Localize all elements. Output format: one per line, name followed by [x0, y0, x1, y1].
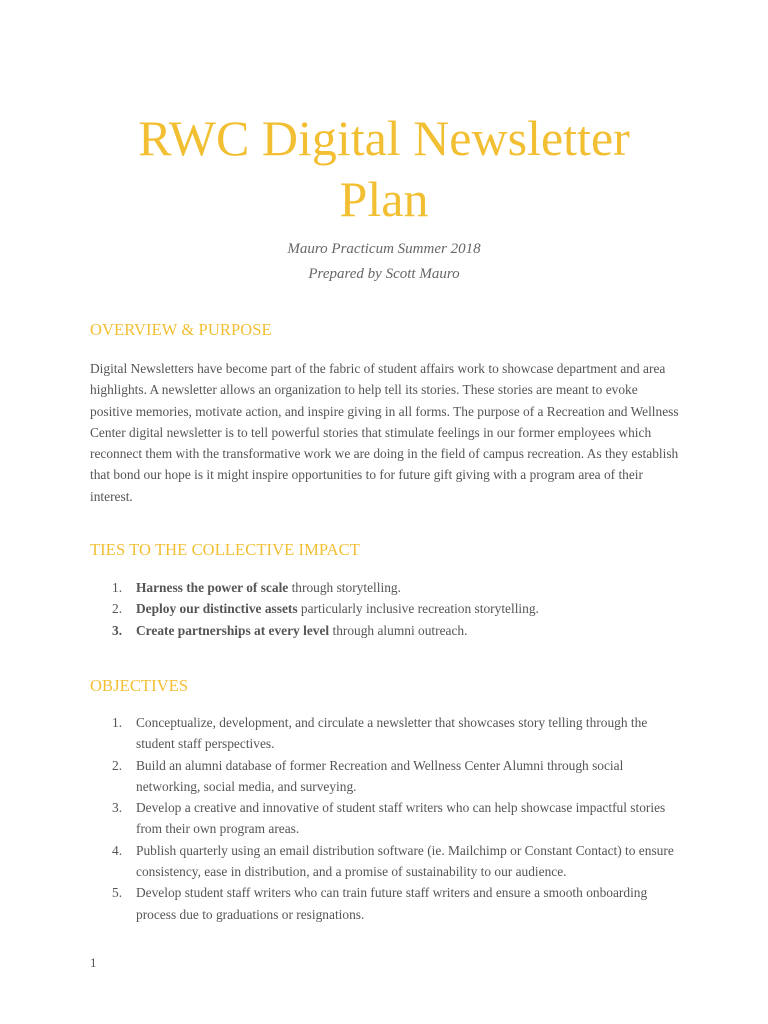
list-item-bold: Deploy our distinctive assets: [136, 601, 298, 617]
overview-paragraph: Digital Newsletters have become part of the fabric of student affairs work to showcase department and area highlights. A newsletter allows an organization to help tell its stories. These stories are meant to evoke positive memories, motivate action, and inspire giving in all forms. The purpose of a Recreation and Wellness Center digital newsletter is to tell powerful stories that stimulate feelings in our former employees which reconnect them with the transformative work we are doing in the field of campus recreation. As they establish that bond our hope is it might inspire opportunities to for future gift giving with a program area of their interest.: [90, 361, 679, 504]
list-item-text: Publish quarterly using an email distribution software (ie. Mailchimp or Constant Contact) to ensure consistency, ease in distribution, and a promise of sustainability to our audience.: [136, 842, 674, 880]
section-heading-overview: OVERVIEW & PURPOSE: [90, 320, 272, 339]
section-heading-objectives: OBJECTIVES: [90, 676, 189, 695]
list-item-text: through alumni outreach.: [329, 622, 468, 638]
document-title: [40, 108, 728, 230]
list-item: [90, 882, 680, 925]
objectives-list: [90, 712, 680, 925]
list-number: 3.: [112, 800, 123, 816]
list-item: [90, 598, 680, 619]
list-item-text: Develop a creative and innovative of student staff writers who can help showcase impactful stories from their own program areas.: [136, 800, 666, 837]
list-item-text: Conceptualize, development, and circulate a newsletter that showcases story telling through the student staff perspectives.: [136, 715, 648, 752]
list-item: [90, 755, 680, 798]
list-number: 4.: [112, 842, 123, 858]
list-item: [90, 840, 680, 883]
list-number: 2.: [112, 601, 123, 617]
page-number: 1: [90, 955, 97, 970]
list-item-text: Develop student staff writers who can train future staff writers and ensure a smooth onboarding process due to graduations or resignations.: [136, 885, 648, 922]
list-number: 1.: [112, 580, 123, 595]
title-line-2: Plan: [339, 171, 429, 227]
list-item-text: particularly inclusive recreation storytelling.: [297, 601, 539, 617]
section-heading-ties: TIES TO THE COLLECTIVE IMPACT: [90, 540, 360, 559]
ties-list: [90, 577, 680, 641]
list-item-text: Build an alumni database of former Recreation and Wellness Center Alumni through social networking, social media, and surveying.: [136, 757, 624, 794]
list-item: [90, 620, 680, 641]
document-subtitle: [40, 237, 728, 287]
subtitle-line-1: Mauro Practicum Summer 2018: [287, 241, 481, 257]
list-item-bold: Harness the power of scale: [136, 580, 289, 595]
list-item: [90, 797, 680, 840]
subtitle-line-2: Prepared by Scott Mauro: [308, 266, 460, 282]
list-number: 3.: [112, 622, 123, 638]
list-item: [90, 712, 680, 755]
list-item-bold: Create partnerships at every level: [136, 622, 330, 638]
list-item-text: through storytelling.: [288, 580, 401, 595]
list-number: 2.: [112, 757, 123, 773]
list-number: 1.: [112, 715, 123, 730]
list-number: 5.: [112, 885, 123, 901]
list-item: [90, 577, 680, 598]
title-line-1: RWC Digital Newsletter: [138, 110, 630, 166]
